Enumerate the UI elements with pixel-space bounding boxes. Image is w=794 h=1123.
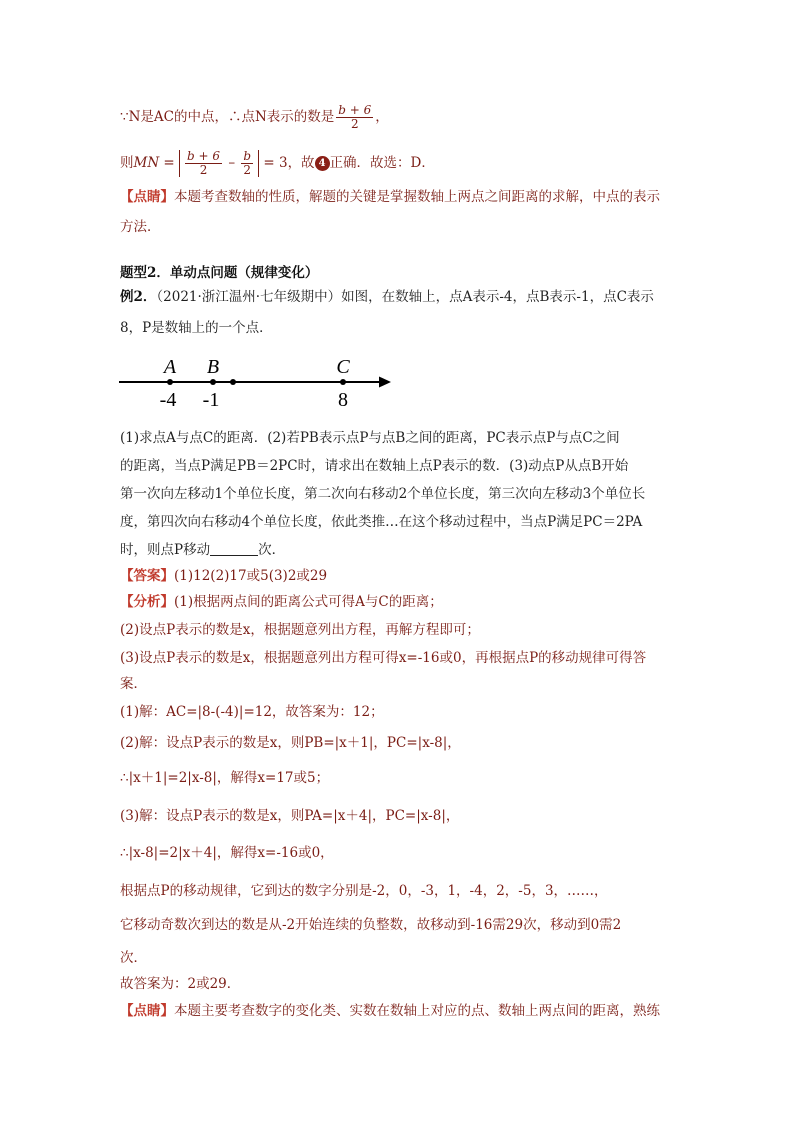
example-label: 例2． (120, 289, 157, 305)
fraction-numerator: b (243, 149, 252, 163)
note-line-2 (120, 217, 680, 237)
text: (1)根据两点间的距离公式可得A与C的距离； (174, 594, 443, 610)
fraction-denominator: 2 (199, 163, 208, 177)
absolute-value (179, 150, 259, 177)
answer-line (120, 566, 680, 586)
text: = (159, 155, 180, 171)
question-line-3: 第一次向左移动1个单位长度，第二次向右移动2个单位长度，第三次向左移动3个单位长 (120, 486, 646, 502)
analysis-line-3: (3)设点P表示的数是x，根据题意列出方程可得x=-16或0，再根据点P的移动规律可得答 (120, 650, 647, 666)
solution-line-2: (2)解：设点P表示的数是x，则PB=|x＋1|，PC=|x-8|， (120, 735, 461, 751)
text: 本题主要考查数字的变化类、实数在数轴上对应的点、数轴上两点间的距离，熟练 (174, 1003, 660, 1019)
analysis-line-1 (120, 592, 680, 612)
question-line-5 (120, 540, 680, 560)
point-b-value: -1 (202, 389, 220, 411)
point-a-value: -4 (159, 389, 177, 411)
fraction-numerator: b + 6 (187, 149, 221, 163)
note2-line (120, 1001, 680, 1021)
fraction-numerator: b + 6 (338, 103, 372, 117)
question-line-2: 的距离，当点P满足PB＝2PC时，请求出在数轴上点P表示的数．(3)动点P从点B开始 (120, 458, 629, 474)
text: 时，则点P移动 (120, 542, 211, 558)
math-var: MN (133, 155, 160, 171)
point-c-letter: C (336, 356, 350, 378)
solution-line-4: (3)解：设点P表示的数是x，则PA=|x＋4|，PC=|x-8|， (120, 808, 460, 824)
text: （2021·浙江温州·七年级期中）如图，在数轴上，点A表示-4，点B表示-1，点C表示 (156, 289, 654, 305)
number-line (115, 350, 405, 415)
text: ， (375, 109, 389, 125)
fraction (241, 150, 253, 177)
fraction-denominator: 2 (350, 117, 359, 131)
fraction (185, 150, 222, 177)
solution-line-midpoint (120, 104, 680, 131)
text: ，故 (287, 155, 315, 171)
text: = 3 (259, 155, 288, 171)
analysis-tag: 【分析】 (120, 594, 174, 610)
solution-line-3: ∴|x＋1|=2|x-8|，解得x=17或5； (120, 770, 330, 786)
answer-blank (210, 541, 258, 556)
arrow-head-icon (379, 377, 391, 388)
point-c-value: 8 (338, 389, 348, 411)
fraction-denominator: 2 (243, 163, 252, 177)
fraction (336, 104, 373, 131)
solution-line-9: 故答案为：2或29． (120, 976, 241, 992)
circled-number: 4 (315, 156, 330, 171)
analysis-line-4: 案． (120, 676, 147, 692)
answer-tag: 【答案】 (120, 568, 174, 584)
question-line-1: (1)求点A与点C的距离．(2)若PB表示点P与点B之间的距离，PC表示点P与点C之间 (120, 430, 620, 446)
point-b-dot (210, 379, 216, 385)
example-line-1 (120, 287, 680, 307)
point-c-dot (340, 379, 346, 385)
note-tag: 【点睛】 (120, 1003, 174, 1019)
note-tag: 【点睛】 (120, 189, 174, 205)
point-a-letter: A (163, 356, 177, 378)
solution-line-7: 它移动奇数次到达的数是从-2开始连续的负整数，故移动到-16需29次，移动到0需2 (120, 917, 622, 933)
note-line-1 (120, 187, 680, 207)
point-b-letter: B (206, 356, 220, 378)
analysis-line-2: (2)设点P表示的数是x，根据题意列出方程，再解方程即可； (120, 622, 480, 638)
solution-line-1: (1)解：AC=|8-(-4)|=12，故答案为：12； (120, 704, 384, 720)
text: 次． (258, 542, 286, 558)
solution-line-5: ∴|x-8|=2|x＋4|，解得x=-16或0， (120, 845, 334, 861)
solution-line-8: 次． (120, 950, 147, 966)
text: 正确．故选：D． (329, 155, 435, 171)
text: 则 (120, 155, 134, 171)
text: 本题考查数轴的性质，解题的关键是掌握数轴上两点之间距离的求解，中点的表示 (174, 189, 660, 205)
text: (1)12(2)17或5(3)2或29 (174, 568, 328, 584)
point-dot (230, 379, 236, 385)
solution-line-6: 根据点P的移动规律，它到达的数字分别是-2，0，-3，1，-4，2，-5，3，……， (120, 883, 608, 899)
example-line-2: 8，P是数轴上的一个点． (120, 320, 273, 336)
question-line-4: 度，第四次向右移动4个单位长度，依此类推…在这个移动过程中，当点P满足PC＝2PA (120, 514, 643, 530)
point-a-dot (167, 379, 173, 385)
text: ∵N是AC的中点，∴点N表示的数是 (120, 109, 335, 125)
text: – (224, 155, 240, 171)
solution-line-mn (120, 150, 680, 177)
text: 方法． (120, 219, 161, 235)
section-title: 题型2．单动点问题（规律变化） (120, 265, 319, 281)
